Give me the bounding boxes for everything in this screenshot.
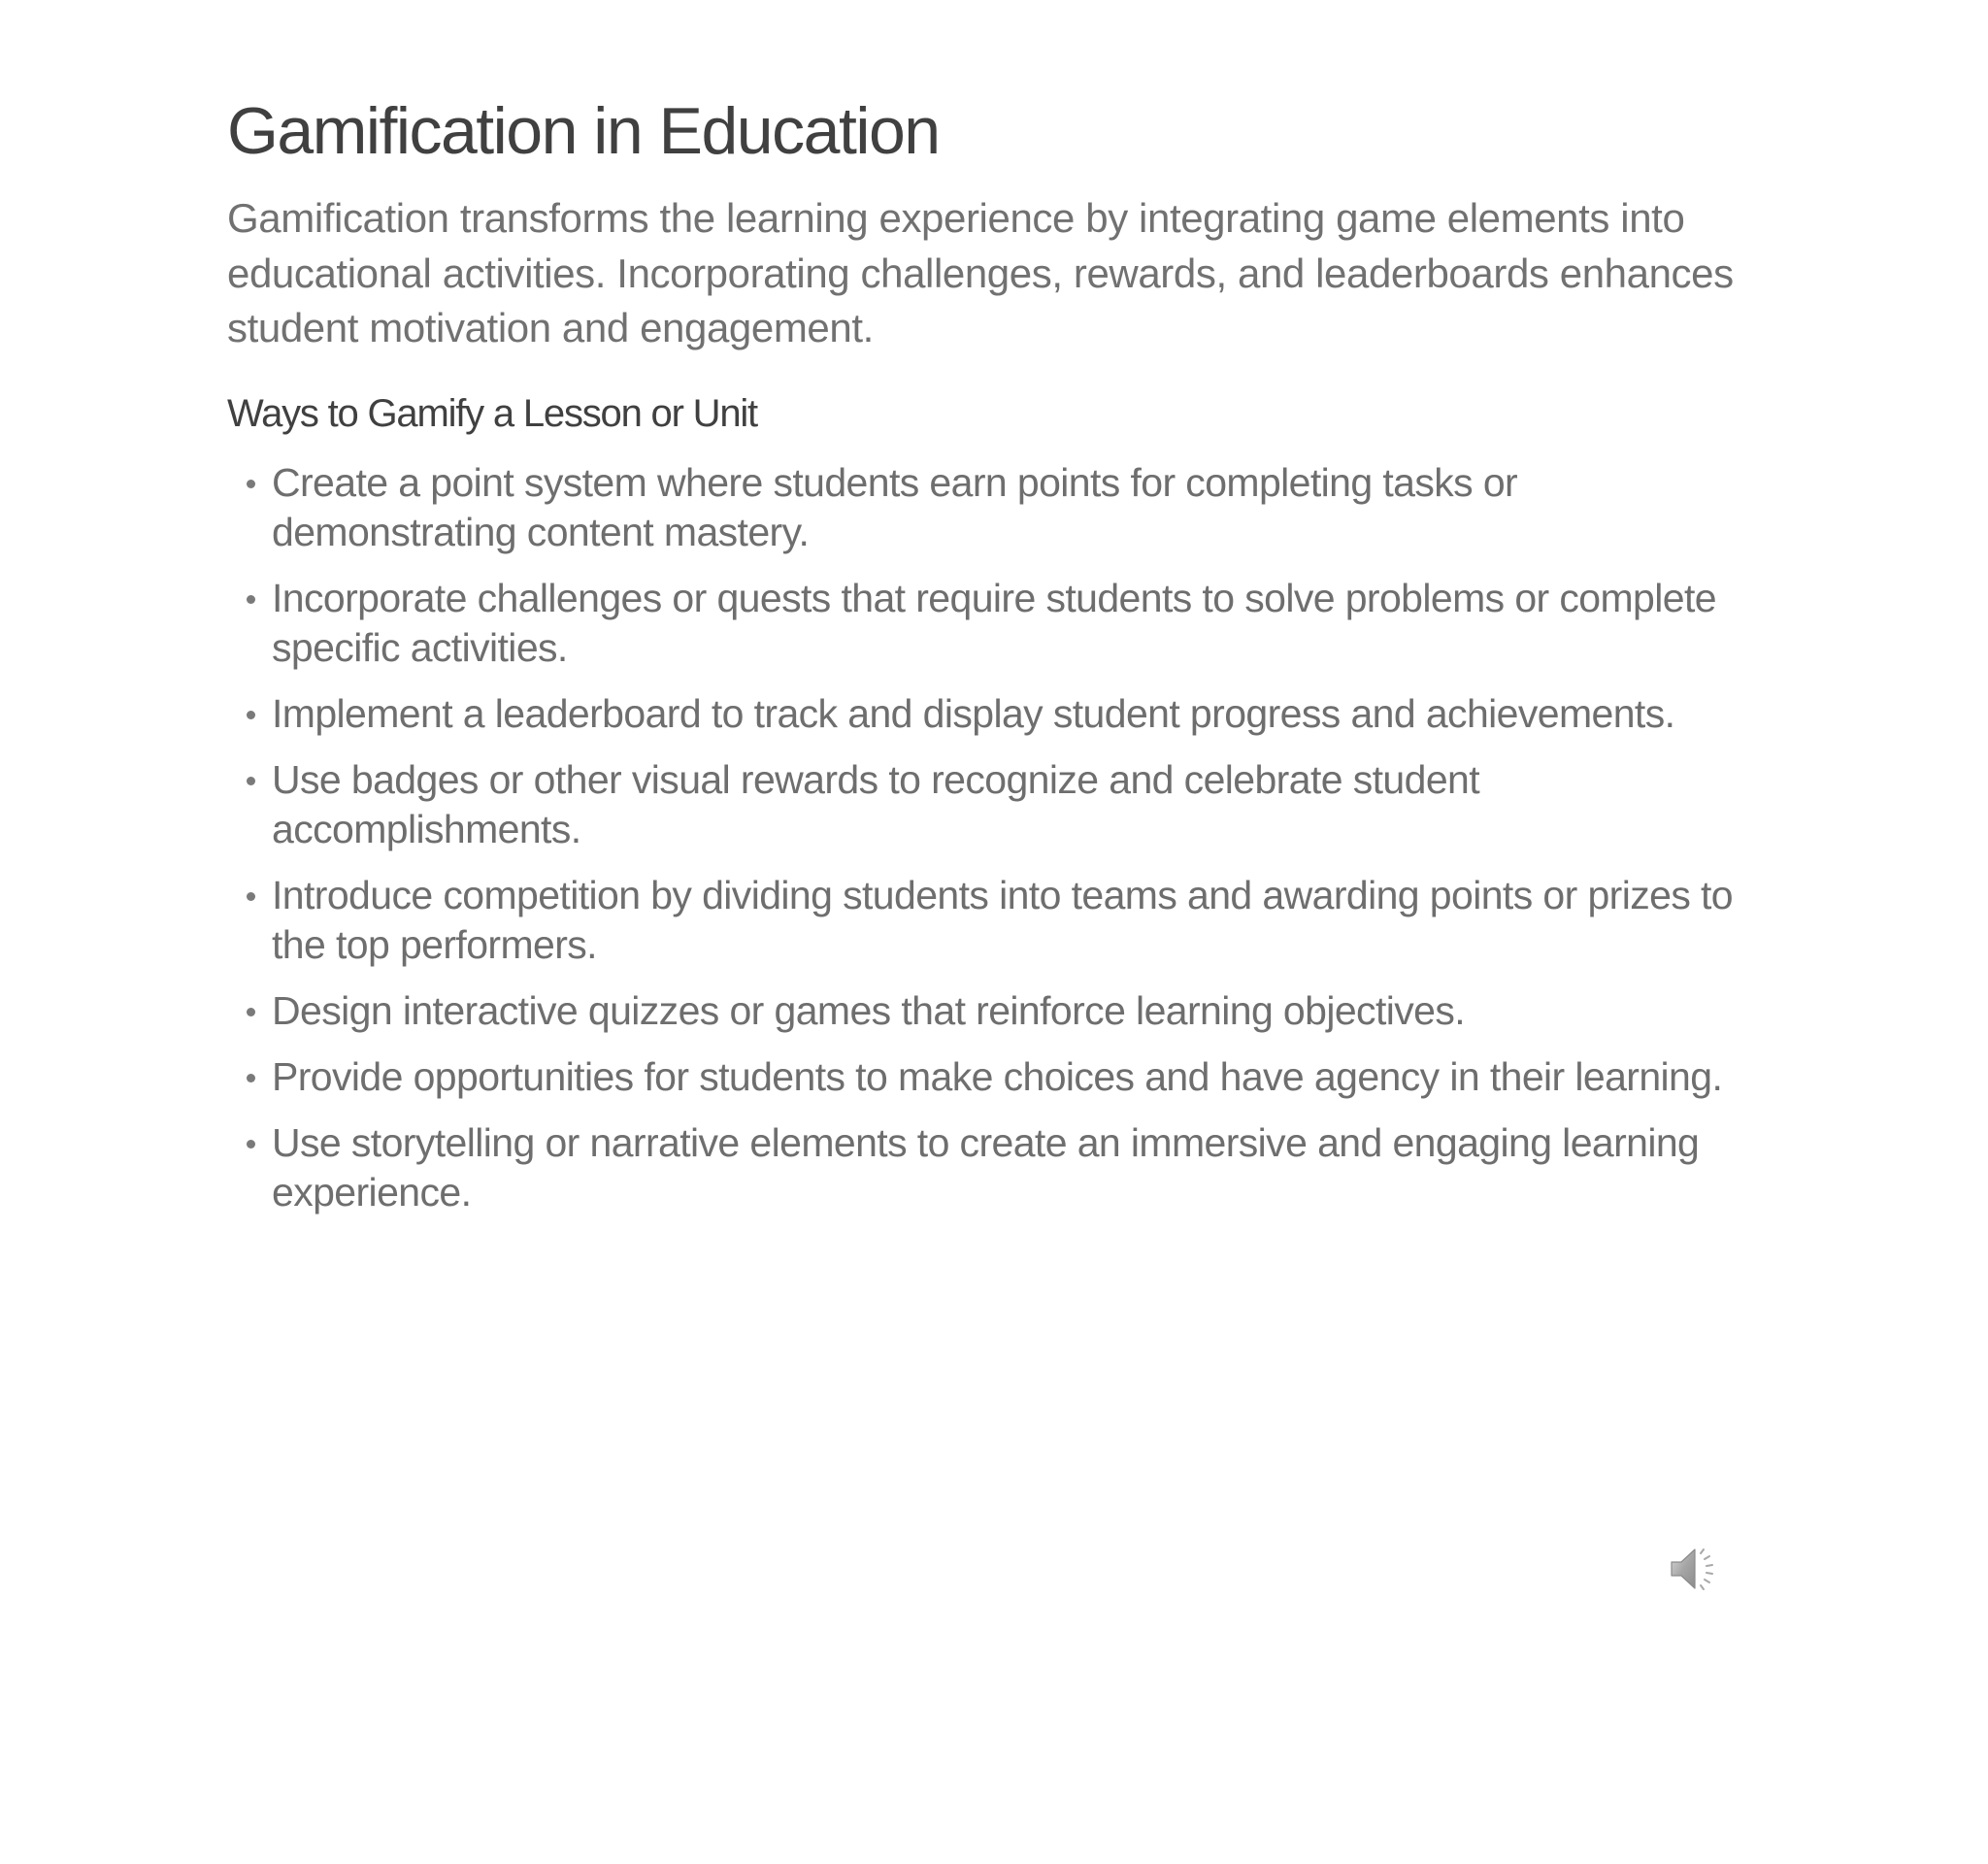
bullet-item (227, 574, 1771, 673)
bullet-text: Incorporate challenges or quests that require students to solve problems or complete specific activities. (272, 576, 1716, 670)
bullet-dot-icon (247, 1008, 255, 1016)
bullet-item (227, 871, 1771, 970)
bullet-dot-icon (247, 1140, 255, 1148)
bullet-item (227, 458, 1771, 557)
bullet-dot-icon (247, 480, 255, 488)
bullet-dot-icon (247, 777, 255, 785)
bullet-text: Design interactive quizzes or games that reinforce learning objectives. (272, 988, 1466, 1033)
bullet-text: Provide opportunities for students to make choices and have agency in their learning. (272, 1054, 1723, 1099)
bullet-dot-icon (247, 892, 255, 901)
bullet-text: Implement a leaderboard to track and display student progress and achievements. (272, 691, 1675, 736)
speaker-icon[interactable] (1666, 1542, 1720, 1596)
speaker-icon-graphic (1666, 1542, 1720, 1596)
page-title: Gamification in Education (227, 94, 940, 168)
bullet-text: Use storytelling or narrative elements to create an immersive and engaging learning experience. (272, 1120, 1700, 1215)
bullet-dot-icon (247, 595, 255, 604)
bullet-item (227, 1052, 1771, 1102)
bullet-item (227, 755, 1771, 854)
bullet-dot-icon (247, 1074, 255, 1082)
bullet-text: Use badges or other visual rewards to recognize and celebrate student accomplishments. (272, 757, 1480, 851)
section-heading: Ways to Gamify a Lesson or Unit (227, 392, 757, 435)
bullet-text: Create a point system where students earn points for completing tasks or demonstrating content mastery. (272, 460, 1518, 554)
bullet-dot-icon (247, 711, 255, 719)
bullet-item (227, 1118, 1771, 1217)
bullet-item (227, 986, 1771, 1036)
intro-paragraph: Gamification transforms the learning experience by integrating game elements into educational activities. Incorporating challenges, rewards, and leaderboards enhances student motivation and engagement. (227, 195, 1734, 350)
bullet-text: Introduce competition by dividing students into teams and awarding points or prizes to the top performers. (272, 873, 1733, 967)
bullet-item (227, 689, 1771, 739)
bullet-list (227, 458, 1771, 1234)
